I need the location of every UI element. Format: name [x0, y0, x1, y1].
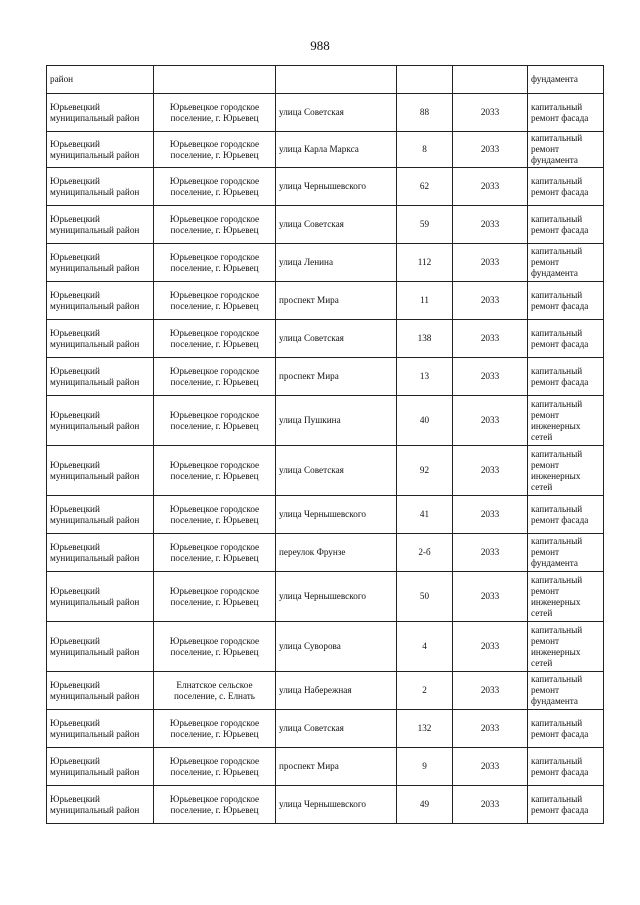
work-type-cell: капитальный ремонт фасада: [528, 748, 604, 786]
settlement-cell: Юрьевецкое городское поселение, г. Юрьевец: [154, 206, 276, 244]
work-type-cell: капитальный ремонт фасада: [528, 94, 604, 132]
table-row: [47, 358, 604, 396]
table-row: [47, 786, 604, 824]
work-type-cell: капитальный ремонт фундамента: [528, 132, 604, 168]
year-cell: 2033: [453, 168, 528, 206]
house-number-cell: 92: [397, 446, 453, 496]
street-cell: переулок Фрунзе: [276, 534, 397, 572]
house-number-cell: [397, 66, 453, 94]
street-cell: улица Советская: [276, 94, 397, 132]
street-cell: проспект Мира: [276, 358, 397, 396]
year-cell: 2033: [453, 534, 528, 572]
table-row: [47, 534, 604, 572]
work-type-cell: капитальный ремонт инженерных сетей: [528, 396, 604, 446]
settlement-cell: Юрьевецкое городское поселение, г. Юрьевец: [154, 786, 276, 824]
table-row: [47, 66, 604, 94]
work-type-cell: капитальный ремонт фасада: [528, 282, 604, 320]
district-cell: Юрьевецкий муниципальный район: [47, 396, 154, 446]
house-number-cell: 13: [397, 358, 453, 396]
year-cell: [453, 66, 528, 94]
street-cell: улица Советская: [276, 710, 397, 748]
table-row: [47, 572, 604, 622]
settlement-cell: Юрьевецкое городское поселение, г. Юрьевец: [154, 132, 276, 168]
work-type-cell: капитальный ремонт фасада: [528, 710, 604, 748]
house-number-cell: 41: [397, 496, 453, 534]
district-cell: Юрьевецкий муниципальный район: [47, 496, 154, 534]
district-cell: Юрьевецкий муниципальный район: [47, 622, 154, 672]
street-cell: улица Набережная: [276, 672, 397, 710]
settlement-cell: Юрьевецкое городское поселение, г. Юрьевец: [154, 320, 276, 358]
repair-schedule-table: [46, 65, 604, 824]
settlement-cell: Юрьевецкое городское поселение, г. Юрьевец: [154, 748, 276, 786]
district-cell: Юрьевецкий муниципальный район: [47, 94, 154, 132]
page-number: 988: [310, 38, 330, 53]
house-number-cell: 4: [397, 622, 453, 672]
work-type-cell: капитальный ремонт инженерных сетей: [528, 572, 604, 622]
district-cell: Юрьевецкий муниципальный район: [47, 320, 154, 358]
settlement-cell: Юрьевецкое городское поселение, г. Юрьевец: [154, 396, 276, 446]
settlement-cell: [154, 66, 276, 94]
district-cell: Юрьевецкий муниципальный район: [47, 244, 154, 282]
district-cell: Юрьевецкий муниципальный район: [47, 358, 154, 396]
house-number-cell: 11: [397, 282, 453, 320]
year-cell: 2033: [453, 710, 528, 748]
street-cell: улица Ленина: [276, 244, 397, 282]
year-cell: 2033: [453, 572, 528, 622]
house-number-cell: 2: [397, 672, 453, 710]
house-number-cell: 2-б: [397, 534, 453, 572]
year-cell: 2033: [453, 282, 528, 320]
house-number-cell: 112: [397, 244, 453, 282]
work-type-cell: фундамента: [528, 66, 604, 94]
house-number-cell: 59: [397, 206, 453, 244]
work-type-cell: капитальный ремонт фундамента: [528, 534, 604, 572]
year-cell: 2033: [453, 622, 528, 672]
street-cell: улица Советская: [276, 320, 397, 358]
district-cell: Юрьевецкий муниципальный район: [47, 534, 154, 572]
street-cell: улица Суворова: [276, 622, 397, 672]
year-cell: 2033: [453, 672, 528, 710]
street-cell: улица Чернышевского: [276, 496, 397, 534]
street-cell: улица Советская: [276, 446, 397, 496]
district-cell: Юрьевецкий муниципальный район: [47, 132, 154, 168]
work-type-cell: капитальный ремонт фасада: [528, 320, 604, 358]
settlement-cell: Юрьевецкое городское поселение, г. Юрьевец: [154, 496, 276, 534]
settlement-cell: Юрьевецкое городское поселение, г. Юрьевец: [154, 446, 276, 496]
settlement-cell: Юрьевецкое городское поселение, г. Юрьевец: [154, 622, 276, 672]
table-row: [47, 748, 604, 786]
work-type-cell: капитальный ремонт фасада: [528, 168, 604, 206]
settlement-cell: Юрьевецкое городское поселение, г. Юрьевец: [154, 282, 276, 320]
settlement-cell: Юрьевецкое городское поселение, г. Юрьевец: [154, 710, 276, 748]
settlement-cell: Юрьевецкое городское поселение, г. Юрьевец: [154, 572, 276, 622]
settlement-cell: Елнатское сельское поселение, с. Елнать: [154, 672, 276, 710]
street-cell: улица Пушкина: [276, 396, 397, 446]
table-row: [47, 622, 604, 672]
table-row: [47, 168, 604, 206]
table-row: [47, 206, 604, 244]
house-number-cell: 50: [397, 572, 453, 622]
district-cell: Юрьевецкий муниципальный район: [47, 572, 154, 622]
house-number-cell: 88: [397, 94, 453, 132]
district-cell: Юрьевецкий муниципальный район: [47, 446, 154, 496]
table-row: [47, 132, 604, 168]
street-cell: улица Карла Маркса: [276, 132, 397, 168]
street-cell: проспект Мира: [276, 748, 397, 786]
house-number-cell: 8: [397, 132, 453, 168]
work-type-cell: капитальный ремонт фасада: [528, 358, 604, 396]
house-number-cell: 132: [397, 710, 453, 748]
district-cell: Юрьевецкий муниципальный район: [47, 748, 154, 786]
street-cell: улица Советская: [276, 206, 397, 244]
house-number-cell: 49: [397, 786, 453, 824]
work-type-cell: капитальный ремонт фасада: [528, 786, 604, 824]
table-row: [47, 446, 604, 496]
house-number-cell: 138: [397, 320, 453, 358]
work-type-cell: капитальный ремонт фасада: [528, 206, 604, 244]
table-row: [47, 320, 604, 358]
house-number-cell: 62: [397, 168, 453, 206]
district-cell: район: [47, 66, 154, 94]
work-type-cell: капитальный ремонт инженерных сетей: [528, 446, 604, 496]
work-type-cell: капитальный ремонт фундамента: [528, 244, 604, 282]
house-number-cell: 9: [397, 748, 453, 786]
settlement-cell: Юрьевецкое городское поселение, г. Юрьевец: [154, 534, 276, 572]
street-cell: проспект Мира: [276, 282, 397, 320]
table-row: [47, 710, 604, 748]
settlement-cell: Юрьевецкое городское поселение, г. Юрьевец: [154, 244, 276, 282]
work-type-cell: капитальный ремонт фасада: [528, 496, 604, 534]
settlement-cell: Юрьевецкое городское поселение, г. Юрьевец: [154, 168, 276, 206]
year-cell: 2033: [453, 320, 528, 358]
district-cell: Юрьевецкий муниципальный район: [47, 710, 154, 748]
year-cell: 2033: [453, 132, 528, 168]
street-cell: улица Чернышевского: [276, 786, 397, 824]
district-cell: Юрьевецкий муниципальный район: [47, 282, 154, 320]
street-cell: [276, 66, 397, 94]
district-cell: Юрьевецкий муниципальный район: [47, 168, 154, 206]
table-row: [47, 396, 604, 446]
settlement-cell: Юрьевецкое городское поселение, г. Юрьевец: [154, 94, 276, 132]
district-cell: Юрьевецкий муниципальный район: [47, 672, 154, 710]
year-cell: 2033: [453, 446, 528, 496]
year-cell: 2033: [453, 244, 528, 282]
house-number-cell: 40: [397, 396, 453, 446]
table-row: [47, 672, 604, 710]
table-row: [47, 94, 604, 132]
year-cell: 2033: [453, 206, 528, 244]
table-body: [47, 66, 604, 824]
year-cell: 2033: [453, 94, 528, 132]
year-cell: 2033: [453, 748, 528, 786]
street-cell: улица Чернышевского: [276, 572, 397, 622]
table-row: [47, 496, 604, 534]
district-cell: Юрьевецкий муниципальный район: [47, 206, 154, 244]
table-row: [47, 282, 604, 320]
district-cell: Юрьевецкий муниципальный район: [47, 786, 154, 824]
street-cell: улица Чернышевского: [276, 168, 397, 206]
year-cell: 2033: [453, 496, 528, 534]
year-cell: 2033: [453, 786, 528, 824]
work-type-cell: капитальный ремонт инженерных сетей: [528, 622, 604, 672]
settlement-cell: Юрьевецкое городское поселение, г. Юрьевец: [154, 358, 276, 396]
work-type-cell: капитальный ремонт фундамента: [528, 672, 604, 710]
year-cell: 2033: [453, 396, 528, 446]
year-cell: 2033: [453, 358, 528, 396]
table-row: [47, 244, 604, 282]
